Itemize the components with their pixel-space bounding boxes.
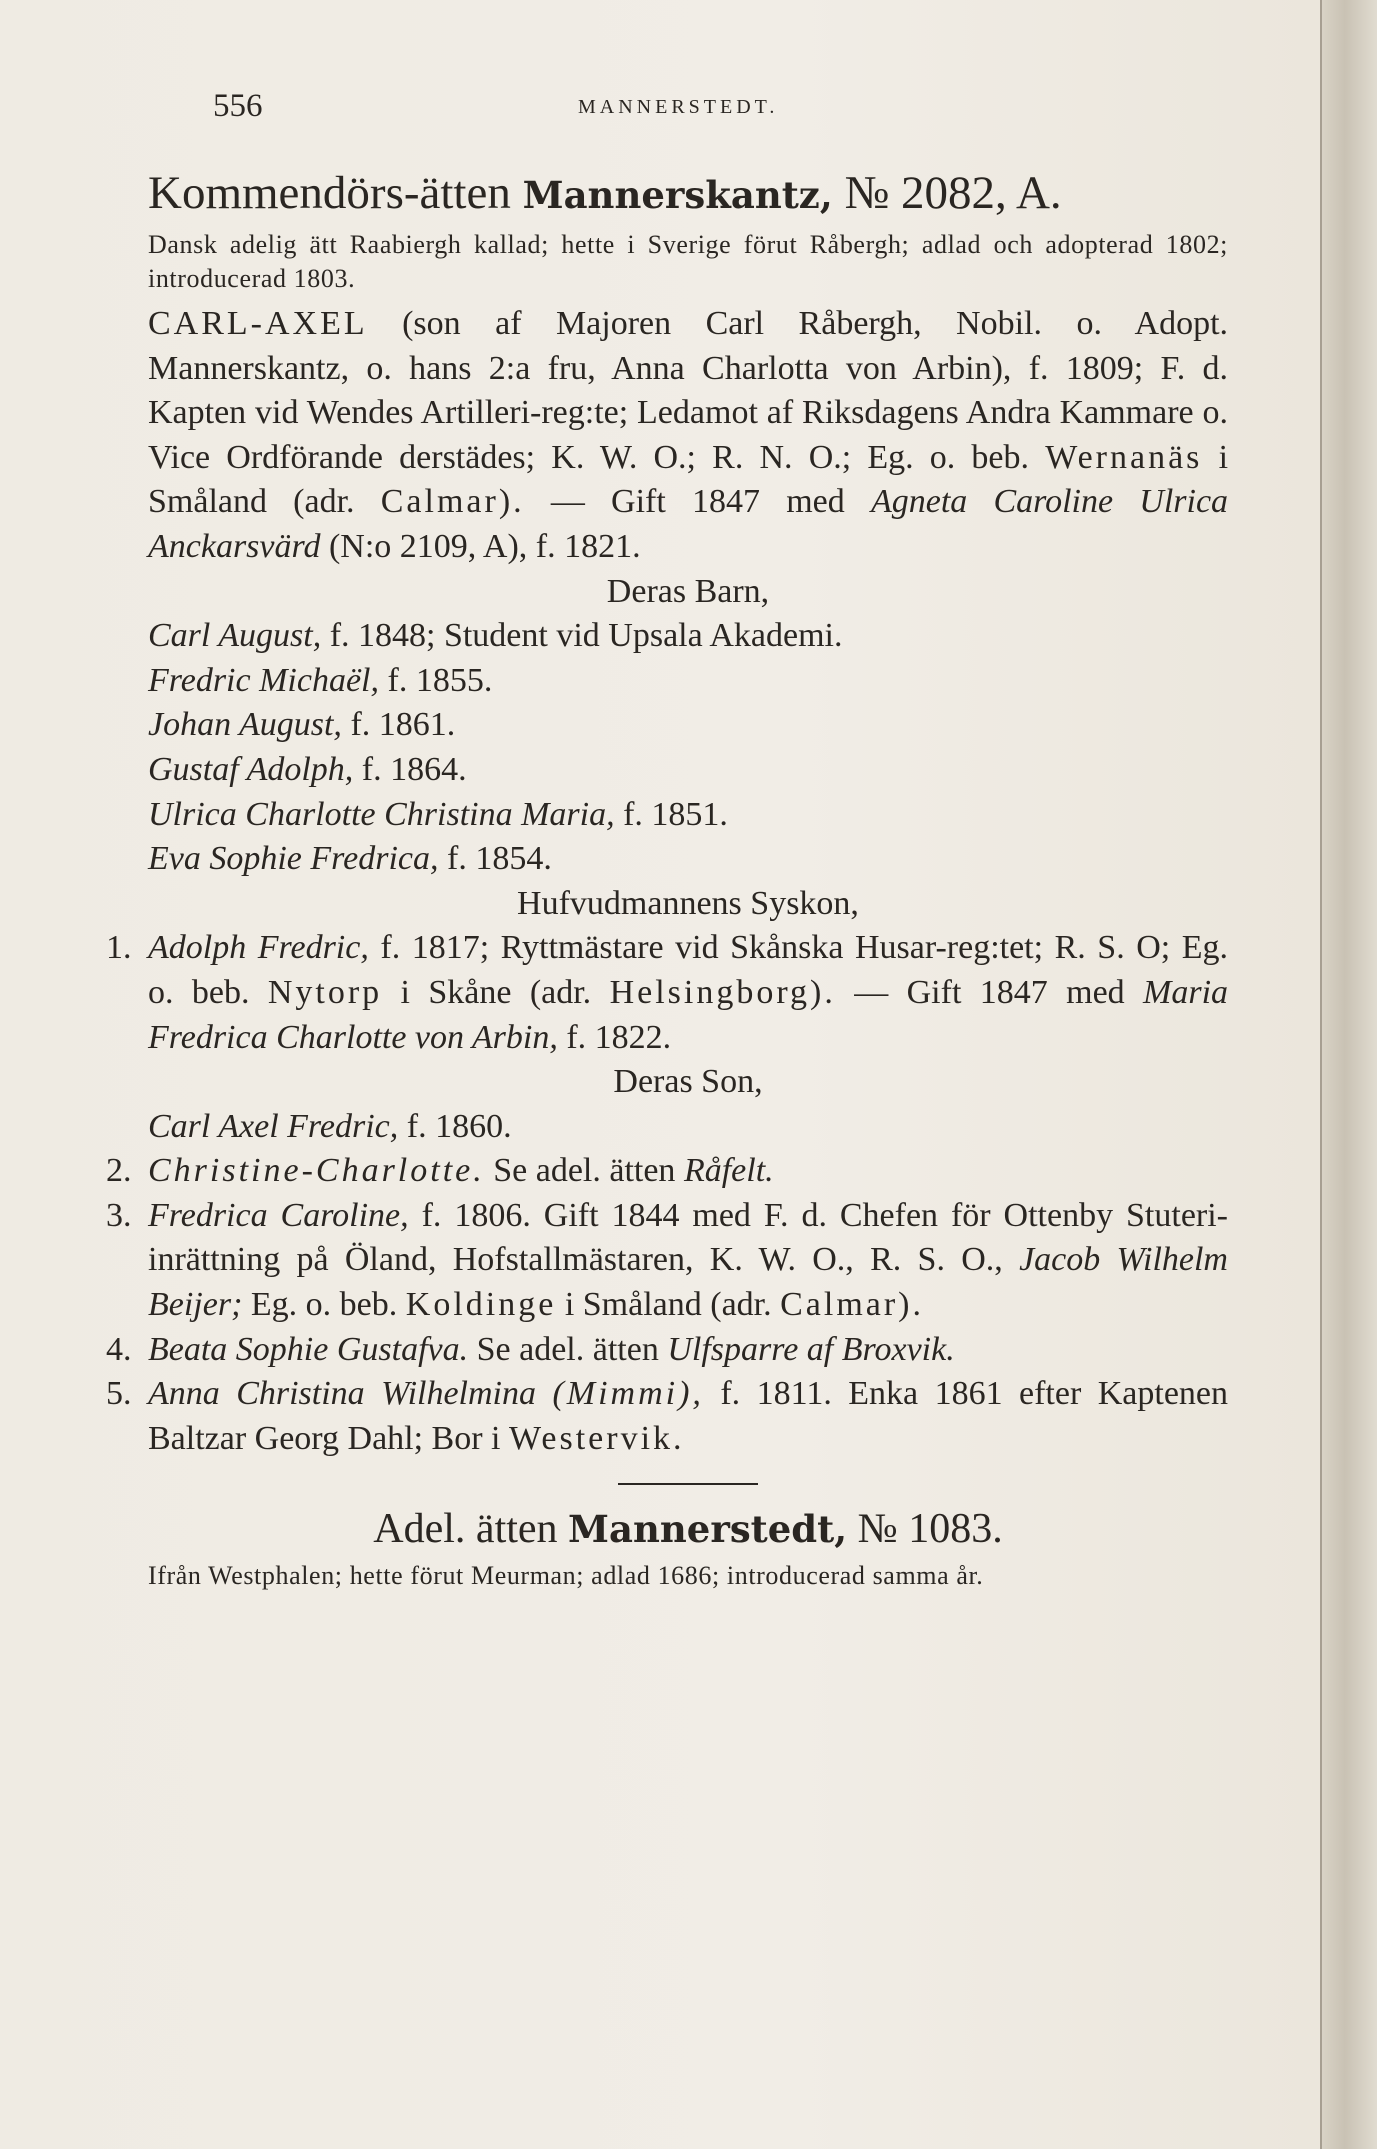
page-number: 556 — [213, 88, 263, 124]
child-entry — [148, 659, 1228, 704]
son-name: Carl Axel Fredric, — [148, 1107, 399, 1145]
address-city: Helsingborg). — [609, 973, 836, 1011]
family-name: Mannerstedt, — [568, 1507, 848, 1552]
sibling-entry-5 — [148, 1372, 1228, 1461]
page-edge — [1320, 0, 1377, 2149]
sibling-entry-3 — [148, 1194, 1228, 1328]
family-number: № 2082, A. — [844, 167, 1062, 219]
title-prefix: Adel. ätten — [373, 1506, 558, 1553]
sibling-text: i Skåne (adr. — [400, 973, 592, 1011]
sibling-entry-4 — [148, 1328, 1228, 1373]
children-list — [148, 614, 1228, 882]
child-info: f. 1861. — [350, 706, 456, 744]
sibling-text: Se adel. ätten — [493, 1152, 676, 1190]
sibling-text: f. 1806. Gift 1844 med F. d. Chefen för Ottenby Stuteri-inrättning på Öland, Hofstallmästaren, K. W. O., R. S. O., — [148, 1196, 1228, 1279]
head-text: (son af Majoren Carl Råbergh, Nobil. o. Adopt. Mannerskantz, o. hans 2:a fru, Anna Charlotta von Arbin), f. 1809; F. d. Kapten vid Wendes Artilleri-reg:te; Ledamot af Riksdagens Andra Kammare o. Vice Ordförande derstädes; K. W. O.; R. N. O.; Eg. o. beb. — [148, 305, 1229, 476]
child-entry — [148, 837, 1228, 882]
address-city: Westervik. — [509, 1419, 685, 1457]
child-name: Gustaf Adolph, — [148, 750, 354, 788]
child-info: f. 1854. — [447, 840, 552, 878]
child-info: f. 1864. — [361, 750, 467, 788]
sibling-name: Beata Sophie Gustafva. — [148, 1330, 469, 1368]
title-prefix: Kommendörs-ätten — [148, 167, 511, 219]
head-of-family-entry — [148, 302, 1228, 570]
sibling-name: Christine-Charlotte. — [148, 1152, 485, 1190]
estate-location: i Småland (adr. — [148, 438, 1229, 521]
child-name: Johan August, — [148, 706, 342, 744]
child-entry — [148, 703, 1228, 748]
child-name: Carl August, — [148, 617, 322, 655]
child-name: Eva Sophie Fredrica, — [148, 840, 439, 878]
sibling-name: Anna Christina Wilhelmina — [148, 1375, 536, 1413]
child-name: Fredric Michaël, — [148, 661, 379, 699]
child-entry — [148, 793, 1228, 838]
address-city: Calmar). — [380, 483, 525, 521]
cross-reference: Råfelt. — [683, 1152, 774, 1190]
wife-name: Maria Fredrica Charlotte von Arbin, — [148, 973, 1229, 1056]
sibling-entry-2 — [148, 1149, 1228, 1194]
family-number: № 1083. — [857, 1506, 1003, 1553]
child-info: f. 1851. — [623, 795, 728, 833]
wife-reference: (N:o 2109, A), f. 1821. — [328, 527, 641, 565]
child-info: f. 1848; Student vid Upsala Akademi. — [329, 617, 843, 655]
estate-name: Koldinge — [405, 1286, 557, 1324]
sibling-name: Fredrica Caroline, — [148, 1196, 409, 1234]
page-content — [148, 88, 1228, 1593]
cross-reference: Ulfsparre af Broxvik. — [667, 1330, 955, 1368]
child-info: f. 1855. — [387, 661, 493, 699]
son-heading: Deras Son, — [613, 1063, 763, 1101]
children-heading: Deras Barn, — [606, 572, 770, 610]
husband-name: Jacob Wilhelm Beijer; — [148, 1241, 1228, 1324]
section-intro: Dansk adelig ätt Raabiergh kallad; hette i Sverige förut Råbergh; adlad och adopterad 1802; introducerad 1803. — [148, 230, 1228, 293]
section-intro: Ifrån Westphalen; hette förut Meurman; adlad 1686; introducerad samma år. — [148, 1561, 984, 1591]
head-name: CARL-AXEL — [148, 305, 368, 342]
sibling-nickname: (Mimmi), — [552, 1375, 704, 1413]
sibling-text: Se adel. ätten — [476, 1330, 659, 1368]
wife-born: f. 1822. — [566, 1018, 672, 1056]
section-divider — [618, 1483, 758, 1485]
marriage-text: — Gift 1847 med — [854, 973, 1125, 1011]
running-title: MANNERSTEDT. — [578, 96, 779, 118]
sibling-text: i Småland (adr. — [564, 1286, 772, 1324]
sibling-text: f. 1817; Ryttmästare vid Skånska Husar-reg:tet; R. S. O; Eg. o. beb. — [148, 929, 1229, 1011]
siblings-heading: Hufvudmannens Syskon, — [517, 884, 859, 922]
child-entry — [148, 748, 1228, 793]
section-title-mannerstedt — [148, 1499, 1228, 1559]
son-born: f. 1860. — [406, 1107, 512, 1145]
family-name: Mannerskantz, — [522, 173, 833, 217]
address-city: Calmar). — [780, 1286, 925, 1324]
section-title-mannerskantz — [148, 160, 1228, 228]
child-name: Ulrica Charlotte Christina Maria, — [148, 795, 615, 833]
sibling-entry-1 — [148, 926, 1228, 1060]
estate-name: Wernanäs — [1045, 438, 1203, 476]
child-entry — [148, 614, 1228, 659]
son-entry — [148, 1105, 1228, 1150]
running-header — [148, 88, 1228, 148]
wife-name: Agneta Caroline Ulrica Anckarsvärd — [148, 483, 1229, 565]
sibling-name: Adolph Fredric, — [148, 929, 369, 967]
sibling-text: f. 1811. Enka 1861 efter Kaptenen Baltzar Georg Dahl; Bor i — [148, 1375, 1228, 1457]
estate-name: Nytorp — [267, 973, 383, 1011]
marriage-text: — Gift 1847 med — [550, 483, 845, 521]
sibling-text: Eg. o. beb. — [250, 1286, 398, 1324]
